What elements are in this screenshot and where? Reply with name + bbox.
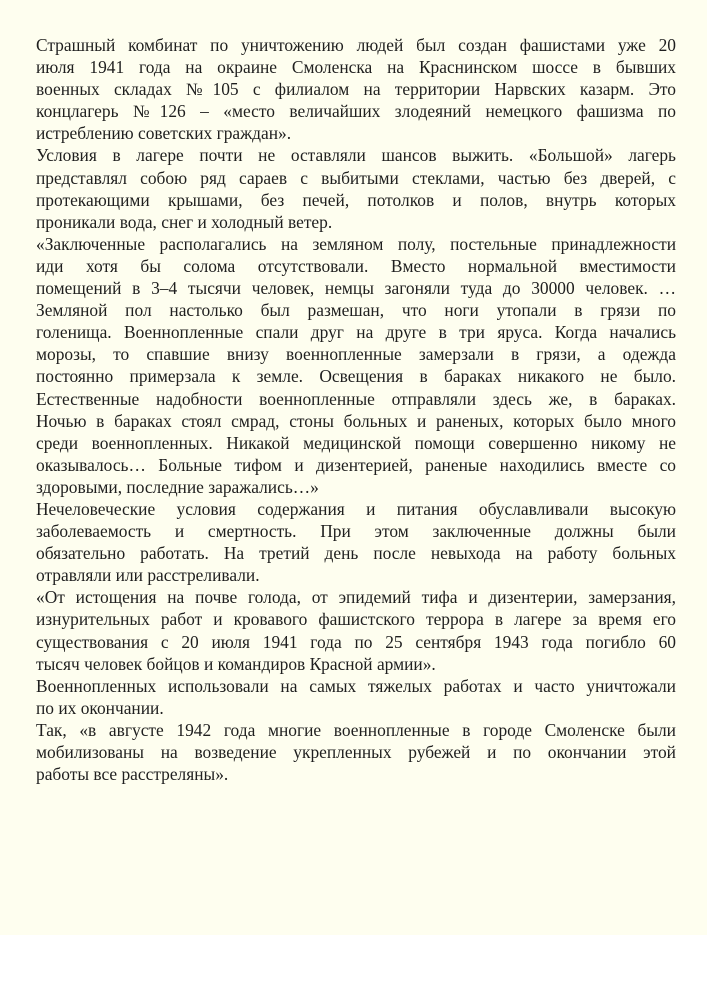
text-line: существования с 20 июля 1941 года по 25 сентября 1943 года погибло 60 [36,631,676,652]
paragraph-august-1942 [36,719,676,785]
text-line: постоянно примерзала к земле. Освещения в бараках никакого не было. [36,366,676,387]
text-line: здоровыми, последние заражались…» [36,476,319,497]
text-line: голенища. Военнопленные спали друг на друге в три яруса. Когда начались [36,322,676,343]
text-line: Естественные надобности военнопленные отправляли здесь же, в бараках. [36,388,676,409]
paragraph-prisoner-quote [36,233,676,498]
text-line: Ночью в бараках стоял смрад, стоны больных и раненых, которых было много [36,410,676,431]
text-line: представлял собою ряд сараев с выбитыми стеклами, частью без дверей, с [36,167,676,188]
text-line: Так, «в августе 1942 года многие военнопленные в городе Смоленске были [36,719,676,740]
paragraph-camp-conditions [36,144,676,232]
paragraph-camp-founding [36,34,676,144]
text-line: «Заключенные располагались на земляном полу, постельные принадлежности [36,233,676,254]
text-line: Земляной пол настолько был размешан, что ноги утопали в грязи по [36,300,676,321]
text-line: протекающими крышами, без печей, потолков и полов, внутрь которых [36,189,676,210]
text-line: военных складах №105 с филиалом на территории Нарвских казарм. Это [36,79,676,100]
text-line: тысяч человек бойцов и командиров Красной армии». [36,653,436,674]
text-line: истреблению советских граждан». [36,123,292,144]
paragraph-mortality [36,498,676,586]
paragraph-death-toll-quote [36,586,676,674]
text-line: помещений в 3–4 тысячи человек, немцы загоняли туда до 30000 человек. … [36,278,676,299]
text-line: Нечеловеческие условия содержания и питания обуславливали высокую [36,498,676,519]
text-line: «От истощения на почве голода, от эпидемий тифа и дизентерии, замерзания, [36,587,676,608]
text-line: обязательно работать. На третий день после невыхода на работу больных [36,543,676,564]
text-line: концлагерь №126 – «место величайших злодеяний немецкого фашизма по [36,101,676,122]
text-line: Условия в лагере почти не оставляли шансов выжить. «Большой» лагерь [36,145,676,166]
text-line: изнурительных работ и кровавого фашистского террора в лагере за время его [36,609,676,630]
text-line: Военнопленных использовали на самых тяжелых работах и часто уничтожали [36,675,676,696]
document-body [36,34,676,785]
text-line: иди хотя бы солома отсутствовали. Вместо нормальной вместимости [36,255,676,276]
paragraph-hard-labor [36,675,676,719]
text-line: работы все расстреляны». [36,764,229,785]
text-line: морозы, то спавшие внизу военнопленные замерзали в грязи, а одежда [36,344,676,365]
text-line: проникали вода, снег и холодный ветер. [36,211,333,232]
text-line: отравляли или расстреливали. [36,565,260,586]
text-line: мобилизованы на возведение укрепленных рубежей и по окончании этой [36,742,676,762]
text-line: среди военнопленных. Никакой медицинской помощи совершенно никому не [36,432,676,453]
text-line: оказывалось… Больные тифом и дизентерией, раненые находились вместе со [36,454,676,475]
text-line: июля 1941 года на окраине Смоленска на Краснинском шоссе в бывших [36,57,676,78]
text-line: по их окончании. [36,697,164,718]
text-line: заболеваемость и смертность. При этом заключенные должны были [36,521,676,542]
text-line: Страшный комбинат по уничтожению людей был создан фашистами уже 20 [36,35,676,55]
